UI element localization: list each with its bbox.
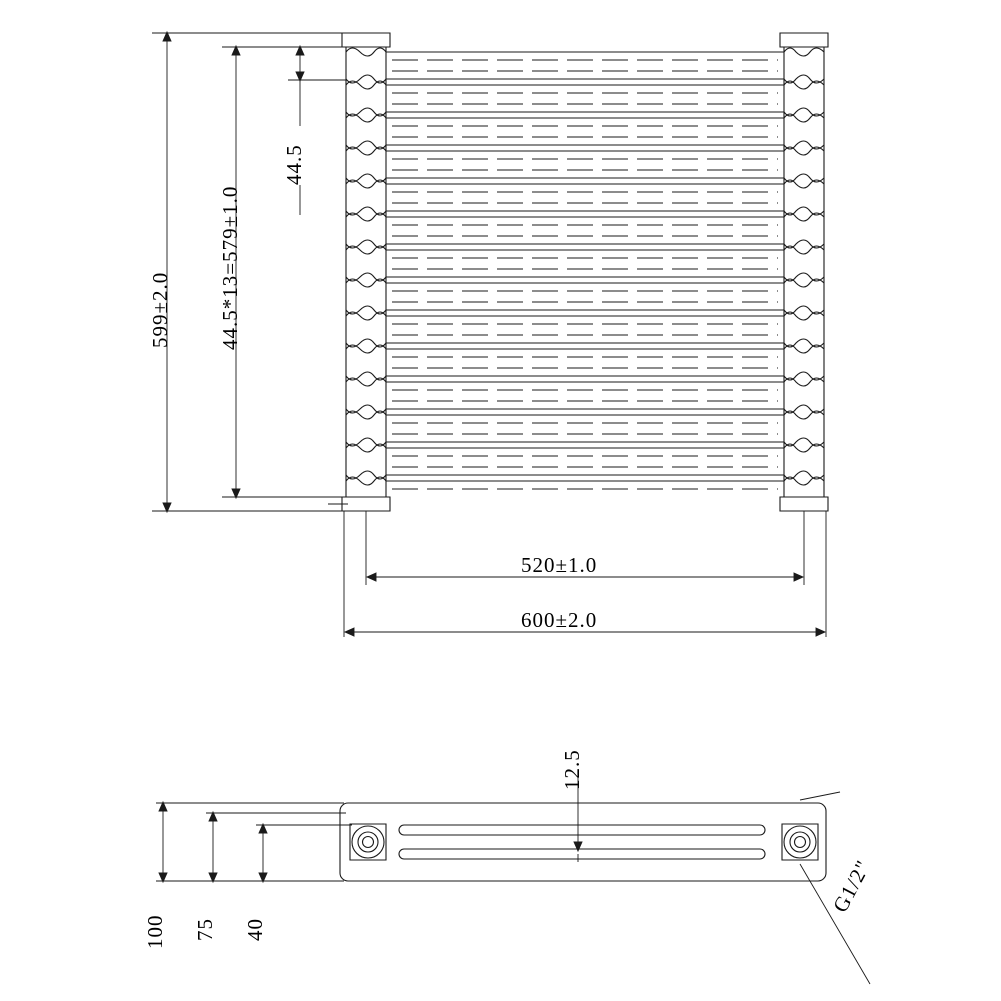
front-view-tubes [346, 48, 824, 489]
dim-connection-thread: G1/2" [828, 855, 876, 917]
top-view-dimensions [156, 772, 870, 984]
dim-depth-mid: 75 [193, 918, 217, 941]
dim-depth-overall: 100 [143, 914, 167, 949]
dim-column-pitch-single: 44.5 [282, 144, 306, 185]
dim-column-pitch-total: 44.5*13=579±1.0 [218, 185, 242, 350]
dim-depth-inner: 40 [243, 918, 267, 941]
dim-center-distance-width: 520±1.0 [521, 553, 598, 577]
top-view-body [340, 803, 826, 881]
dim-overall-width: 600±2.0 [521, 608, 598, 632]
dim-overall-height: 599±2.0 [148, 271, 172, 348]
dim-tube-width: 12.5 [560, 749, 584, 790]
front-view-body [342, 33, 828, 511]
